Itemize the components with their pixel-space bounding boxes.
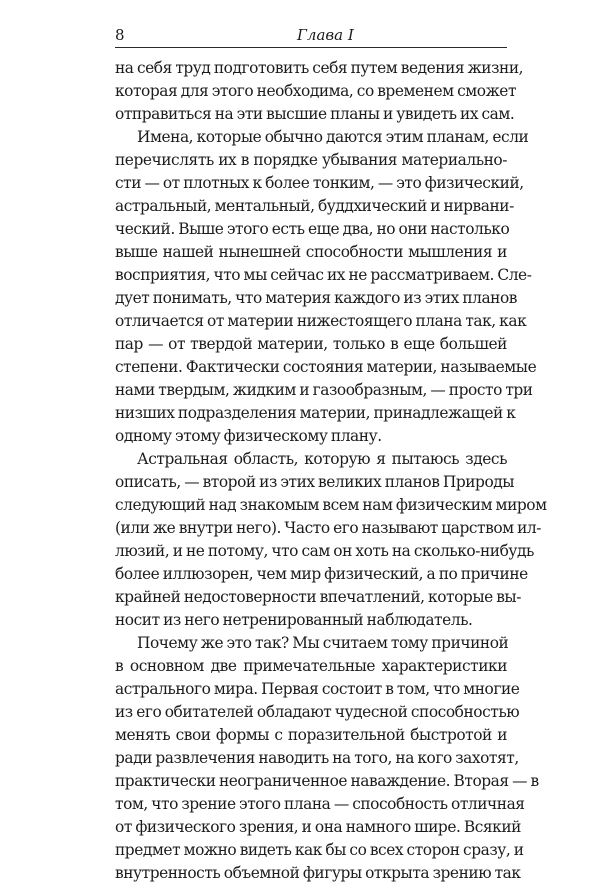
text-line: крайней недостоверности впечатлений, которые вы- — [115, 588, 521, 606]
text-line: астральный, ментальный, буддхический и нирвани- — [115, 197, 514, 215]
text-line: более иллюзорен, чем мир физический, а по причине — [115, 565, 528, 583]
text-line: (или же внутри него). Часто его называют царством ил- — [115, 519, 541, 537]
text-line: низших подразделения материи, принадлежащей к — [115, 404, 516, 422]
text-line: перечислять их в порядке убывания материально- — [115, 151, 507, 169]
text-line: предмет можно видеть как бы со всех сторон сразу, и — [115, 841, 524, 859]
text-line: в основном две примечательные характеристики — [115, 657, 507, 675]
body-text — [115, 57, 547, 885]
text-line: нами твердым, жидким и газообразным, — просто три — [115, 381, 533, 399]
text-line: отличается от материи нижестоящего плана так, как — [115, 312, 527, 330]
text-line: следующий над знакомым всем нам физическим миром — [115, 496, 547, 514]
text-line: менять свои формы с поразительной быстротой и — [115, 726, 507, 744]
text-line: ческий. Выше этого есть еще два, но они настолько — [115, 220, 510, 238]
text-line: Имена, которые обычно даются этим планам, если — [137, 128, 529, 146]
text-line: дует понимать, что материя каждого из этих планов — [115, 289, 518, 307]
text-line: практически неограниченное наваждение. Вторая — в — [115, 772, 539, 790]
text-line: на себя труд подготовить себя путем ведения жизни, — [115, 59, 524, 77]
text-line: ради развлечения наводить на того, на кого захотят, — [115, 749, 519, 767]
text-line: астрального мира. Первая состоит в том, что многие — [115, 680, 520, 698]
text-line: описать, — второй из этих великих планов Природы — [115, 473, 515, 491]
text-line: одному этому физическому плану. — [115, 427, 382, 445]
text-line: которая для этого необходима, со временем сможет — [115, 82, 517, 100]
text-line: внутренность объемной фигуры открыта зрению так — [115, 864, 521, 882]
text-line: пар — от твердой материи, только в еще большей — [115, 335, 507, 353]
text-line: степени. Фактически состояния материи, называемые — [115, 358, 537, 376]
text-line: носит из него нетренированный наблюдатель. — [115, 611, 473, 629]
text-line: от физического зрения, и она намного шире. Всякий — [115, 818, 521, 836]
text-line: из его обитателей обладают чудесной способностью — [115, 703, 520, 721]
text-line: люзий, и не потому, что сам он хоть на сколько-нибудь — [115, 542, 534, 560]
chapter-title: Глава I — [297, 26, 354, 44]
text-line: том, что зрение этого плана — способность отличная — [115, 795, 525, 813]
text-line: отправиться на эти высшие планы и увидеть их сам. — [115, 105, 515, 123]
text-line: восприятия, что мы сейчас их не рассматриваем. Сле- — [115, 266, 532, 284]
page-number: 8 — [115, 26, 125, 44]
text-line: выше нашей нынешней способности мышления и — [115, 243, 507, 261]
text-line: Астральная область, которую я пытаюсь здесь — [137, 450, 507, 468]
running-header — [115, 25, 507, 48]
text-line: Почему же это так? Мы считаем тому причиной — [137, 634, 509, 652]
text-line: сти — от плотных к более тонким, — это физический, — [115, 174, 524, 192]
